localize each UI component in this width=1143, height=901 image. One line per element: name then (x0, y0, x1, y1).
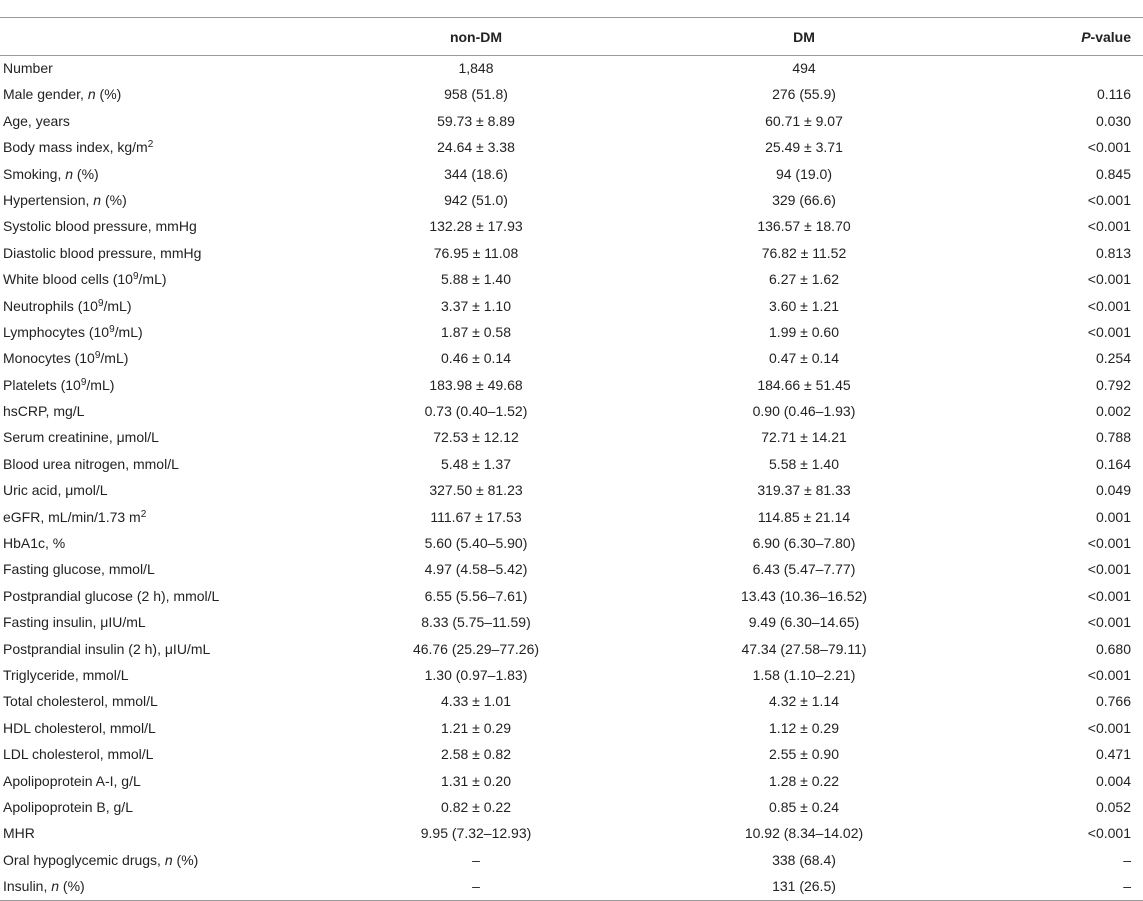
p-value: <0.001 (1087, 666, 1131, 683)
non-dm-value: 111.67 ± 17.53 (430, 508, 522, 525)
header-p-italic: P (1081, 28, 1091, 45)
dm-value: 0.47 ± 0.14 (769, 350, 839, 367)
non-dm-value: 5.48 ± 1.37 (441, 455, 511, 472)
p-value: <0.001 (1087, 719, 1131, 736)
label-text: (%) (101, 191, 127, 208)
row-label (0, 108, 380, 134)
dm-value: 184.66 ± 51.45 (757, 376, 851, 393)
row-label (0, 135, 380, 161)
label-text: /mL) (100, 350, 129, 367)
label-text: Uric acid, μmol/L (3, 482, 108, 499)
row-label (0, 346, 380, 372)
label-text: HDL cholesterol, mmol/L (3, 719, 156, 736)
dm-value: 1.58 (1.10–2.21) (752, 666, 856, 683)
label-text: Age, years (3, 112, 70, 129)
row-label (0, 161, 380, 187)
table-row (0, 715, 1143, 741)
row-label (0, 504, 380, 530)
label-text: Lymphocytes (10 (3, 323, 110, 340)
table-row (0, 742, 1143, 768)
dm-value: 131 (26.5) (772, 877, 836, 894)
row-label (0, 662, 380, 688)
row-label (0, 557, 380, 583)
non-dm-value: 6.55 (5.56–7.61) (424, 587, 528, 604)
row-label (0, 689, 380, 715)
p-value: 0.001 (1095, 508, 1131, 525)
non-dm-value: – (472, 851, 480, 868)
label-text: MHR (3, 825, 35, 842)
table-row (0, 293, 1143, 319)
p-value: <0.001 (1087, 297, 1131, 314)
dm-value: 47.34 (27.58–79.11) (741, 640, 867, 657)
label-text: Postprandial insulin (2 h), μIU/mL (3, 640, 211, 657)
table-row (0, 847, 1143, 873)
label-italic: n (65, 165, 74, 182)
p-value: 0.116 (1097, 86, 1131, 103)
table-row (0, 372, 1143, 398)
dm-value: 1.28 ± 0.22 (769, 772, 839, 789)
dm-value: 319.37 ± 81.33 (757, 482, 851, 499)
dm-value: 338 (68.4) (772, 851, 836, 868)
non-dm-value: – (472, 877, 480, 894)
row-label (0, 56, 380, 82)
row-label (0, 319, 380, 345)
table-row (0, 240, 1143, 266)
dm-value: 72.71 ± 14.21 (761, 429, 847, 446)
p-value: <0.001 (1087, 825, 1131, 842)
row-label (0, 821, 380, 847)
label-italic: n (164, 851, 173, 868)
table-row (0, 689, 1143, 715)
row-label (0, 583, 380, 609)
row-label (0, 768, 380, 794)
dm-value: 1.99 ± 0.60 (769, 323, 839, 340)
non-dm-value: 4.97 (4.58–5.42) (424, 561, 528, 578)
table-row (0, 214, 1143, 240)
p-value: <0.001 (1087, 271, 1131, 288)
label-text: HbA1c, % (3, 535, 66, 552)
label-text: Monocytes (10 (3, 350, 95, 367)
label-text: (%) (172, 851, 199, 868)
label-text: hsCRP, mg/L (3, 403, 85, 420)
p-value: 0.049 (1095, 482, 1131, 499)
row-label (0, 636, 380, 662)
table-row (0, 768, 1143, 794)
label-text: eGFR, mL/min/1.73 m (3, 508, 141, 525)
table-row (0, 583, 1143, 609)
table-row (0, 794, 1143, 820)
p-value (1036, 56, 1143, 82)
header-dm: DM (793, 28, 815, 45)
p-value: <0.001 (1087, 587, 1131, 604)
non-dm-value: 327.50 ± 81.23 (429, 482, 523, 499)
row-label (0, 372, 380, 398)
non-dm-value: 24.64 ± 3.38 (437, 139, 515, 156)
dm-value: 5.58 ± 1.40 (769, 455, 839, 472)
table-row (0, 451, 1143, 477)
label-text: (%) (95, 86, 122, 103)
dm-value: 76.82 ± 11.52 (761, 244, 847, 261)
row-label (0, 82, 380, 108)
label-superscript: 9 (132, 271, 139, 283)
dm-value: 1.12 ± 0.29 (769, 719, 839, 736)
row-label (0, 399, 380, 425)
label-text: Apolipoprotein B, g/L (3, 798, 133, 815)
row-label (0, 214, 380, 240)
non-dm-value: 2.58 ± 0.82 (441, 746, 511, 763)
non-dm-value: 942 (51.0) (444, 191, 508, 208)
label-text: /mL) (86, 376, 115, 393)
p-value: <0.001 (1087, 323, 1131, 340)
label-italic: n (51, 877, 60, 894)
p-value: 0.052 (1095, 798, 1131, 815)
non-dm-value: 4.33 ± 1.01 (441, 693, 511, 710)
table-row (0, 346, 1143, 372)
dm-value: 10.92 (8.34–14.02) (744, 825, 864, 842)
top-spacer (0, 0, 1143, 17)
label-superscript: 9 (97, 297, 104, 309)
label-text: Male gender, (3, 86, 88, 103)
dm-value: 2.55 ± 0.90 (769, 746, 839, 763)
p-value: <0.001 (1087, 191, 1131, 208)
p-value: 0.680 (1095, 640, 1131, 657)
label-text: Hypertension, (3, 191, 94, 208)
label-text: Apolipoprotein A-I, g/L (3, 772, 141, 789)
dm-value: 4.32 ± 1.14 (769, 693, 839, 710)
non-dm-value: 0.73 (0.40–1.52) (424, 403, 528, 420)
p-value: 0.002 (1095, 403, 1131, 420)
table-row (0, 108, 1143, 134)
non-dm-value: 72.53 ± 12.12 (433, 429, 519, 446)
table-row (0, 610, 1143, 636)
dm-value: 94 (19.0) (775, 165, 833, 182)
label-text: Platelets (10 (3, 376, 81, 393)
non-dm-value: 183.98 ± 49.68 (429, 376, 523, 393)
label-text: LDL cholesterol, mmol/L (3, 746, 154, 763)
non-dm-value: 5.88 ± 1.40 (441, 271, 511, 288)
label-superscript: 9 (94, 350, 101, 362)
non-dm-value: 1.21 ± 0.29 (441, 719, 511, 736)
label-text: Diastolic blood pressure, mmHg (3, 244, 202, 261)
dm-value: 494 (792, 60, 816, 77)
p-value: – (1123, 851, 1131, 868)
table-row (0, 478, 1143, 504)
dm-value: 0.85 ± 0.24 (769, 798, 839, 815)
label-text: Total cholesterol, mmol/L (3, 693, 158, 710)
label-text: Insulin, (3, 877, 52, 894)
p-value: <0.001 (1087, 218, 1131, 235)
label-text: Serum creatinine, μmol/L (3, 429, 159, 446)
table-row (0, 557, 1143, 583)
p-value: 0.766 (1095, 693, 1131, 710)
p-value: 0.788 (1095, 429, 1131, 446)
label-text: Smoking, (3, 165, 66, 182)
non-dm-value: 1.31 ± 0.20 (441, 772, 511, 789)
p-value: 0.813 (1095, 244, 1131, 261)
row-label (0, 742, 380, 768)
non-dm-value: 132.28 ± 17.93 (429, 218, 523, 235)
non-dm-value: 1,848 (458, 60, 494, 77)
p-value: <0.001 (1087, 139, 1131, 156)
label-text: Number (3, 60, 53, 77)
non-dm-value: 1.87 ± 0.58 (441, 323, 511, 340)
label-italic: n (87, 86, 96, 103)
row-label (0, 240, 380, 266)
non-dm-value: 0.46 ± 0.14 (441, 350, 511, 367)
table-row (0, 531, 1143, 557)
label-text: Systolic blood pressure, mmHg (3, 218, 197, 235)
row-label (0, 187, 380, 213)
row-label (0, 267, 380, 293)
header-label (0, 18, 380, 56)
row-label (0, 847, 380, 873)
label-text: Oral hypoglycemic drugs, (3, 851, 165, 868)
label-text: White blood cells (10 (3, 271, 133, 288)
table-row (0, 399, 1143, 425)
row-label (0, 794, 380, 820)
label-text: Postprandial glucose (2 h), mmol/L (3, 587, 220, 604)
non-dm-value: 958 (51.8) (444, 86, 508, 103)
p-value: – (1123, 877, 1131, 894)
row-label (0, 478, 380, 504)
table-row (0, 662, 1143, 688)
p-value: <0.001 (1087, 614, 1131, 631)
label-text: /mL) (138, 271, 167, 288)
p-value: <0.001 (1087, 535, 1131, 552)
non-dm-value: 1.30 (0.97–1.83) (424, 666, 528, 683)
dm-value: 3.60 ± 1.21 (769, 297, 839, 314)
dm-value: 136.57 ± 18.70 (757, 218, 851, 235)
non-dm-value: 59.73 ± 8.89 (437, 112, 515, 129)
label-text: Triglyceride, mmol/L (3, 666, 129, 683)
label-text: Blood urea nitrogen, mmol/L (3, 455, 179, 472)
row-label (0, 293, 380, 319)
label-superscript: 9 (109, 323, 115, 335)
row-label (0, 610, 380, 636)
p-value: 0.004 (1095, 772, 1131, 789)
data-table (0, 17, 1143, 901)
p-value: 0.254 (1095, 350, 1131, 367)
non-dm-value: 9.95 (7.32–12.93) (420, 825, 532, 842)
dm-value: 60.71 ± 9.07 (765, 112, 843, 129)
table-row (0, 636, 1143, 662)
table-row (0, 874, 1143, 900)
non-dm-value: 0.82 ± 0.22 (441, 798, 511, 815)
table-row (0, 135, 1143, 161)
p-value: 0.845 (1095, 165, 1131, 182)
row-label (0, 451, 380, 477)
p-value: 0.164 (1095, 455, 1131, 472)
row-label (0, 715, 380, 741)
p-value: 0.792 (1095, 376, 1131, 393)
dm-value: 6.90 (6.30–7.80) (752, 535, 856, 552)
label-text: (%) (73, 165, 99, 182)
dm-value: 9.49 (6.30–14.65) (748, 614, 860, 631)
non-dm-value: 76.95 ± 11.08 (433, 244, 519, 261)
dm-value: 114.85 ± 21.14 (757, 508, 851, 525)
table-row (0, 425, 1143, 451)
label-superscript: 9 (80, 376, 87, 388)
dm-value: 13.43 (10.36–16.52) (740, 587, 868, 604)
header-p-value (1036, 18, 1143, 56)
table-row (0, 187, 1143, 213)
row-label (0, 531, 380, 557)
non-dm-value: 46.76 (25.29–77.26) (412, 640, 540, 657)
table-body (0, 56, 1143, 901)
label-italic: n (93, 191, 102, 208)
header-p-suffix: -value (1090, 28, 1131, 45)
label-superscript: 2 (140, 508, 147, 520)
table-row (0, 504, 1143, 530)
label-text: Fasting glucose, mmol/L (3, 561, 155, 578)
dm-value: 0.90 (0.46–1.93) (752, 403, 856, 420)
label-text: /mL) (114, 323, 143, 340)
table-row (0, 267, 1143, 293)
p-value: 0.030 (1095, 112, 1131, 129)
label-text: (%) (59, 877, 85, 894)
label-text: /mL) (103, 297, 132, 314)
non-dm-value: 344 (18.6) (444, 165, 508, 182)
dm-value: 329 (66.6) (772, 191, 836, 208)
label-text: Fasting insulin, μIU/mL (3, 614, 146, 631)
header-non-dm: non-DM (449, 28, 503, 45)
table-row (0, 82, 1143, 108)
table-row (0, 821, 1143, 847)
label-text: Body mass index, kg/m (3, 139, 148, 156)
row-label (0, 425, 380, 451)
dm-value: 6.27 ± 1.62 (769, 271, 839, 288)
table-row (0, 56, 1143, 82)
non-dm-value: 8.33 (5.75–11.59) (421, 614, 531, 631)
non-dm-value: 5.60 (5.40–5.90) (424, 535, 528, 552)
label-text: Neutrophils (10 (3, 297, 98, 314)
table-row (0, 319, 1143, 345)
p-value: <0.001 (1087, 561, 1131, 578)
header-row (0, 18, 1143, 56)
dm-value: 276 (55.9) (772, 86, 836, 103)
dm-value: 6.43 (5.47–7.77) (752, 561, 856, 578)
row-label (0, 874, 380, 900)
non-dm-value: 3.37 ± 1.10 (441, 297, 511, 314)
table-row (0, 161, 1143, 187)
label-superscript: 2 (147, 139, 154, 151)
p-value: 0.471 (1095, 746, 1131, 763)
dm-value: 25.49 ± 3.71 (765, 139, 843, 156)
